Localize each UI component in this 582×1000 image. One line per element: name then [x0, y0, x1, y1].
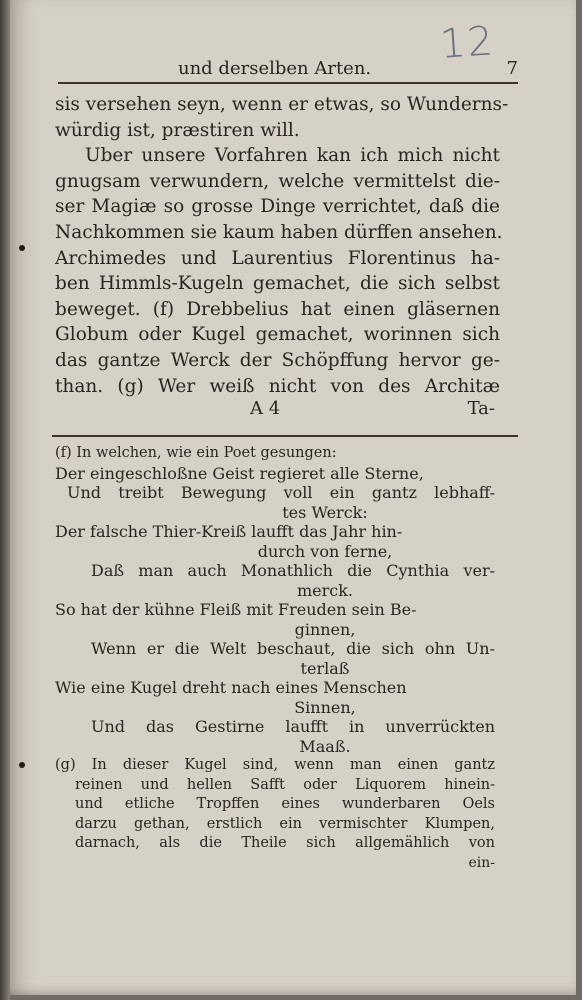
poem-line: Sinnen, — [294, 697, 356, 717]
footnote-line: reinen und hellen Safft oder Liquorem hinein- — [75, 776, 495, 793]
poem-line: durch von ferne, — [257, 541, 393, 561]
poem-line: Und treibt Bewegung voll ein gantz lebhaff- — [67, 483, 495, 502]
footnote-line: darnach, als die Theile sich allgemählich von — [75, 835, 495, 851]
poem-line: Wie eine Kugel dreht nach eines Menschen — [55, 678, 407, 697]
signature-line — [55, 398, 495, 419]
text-line: Archimedes und Laurentius Florentinus ha- — [55, 247, 500, 269]
footnotes — [55, 444, 495, 873]
poem-line: tes Werck: — [282, 502, 368, 522]
poem-line: terlaß — [300, 658, 350, 678]
text-line: Uber unsere Vorfahren kan ich mich nicht — [85, 145, 500, 167]
footnote-line: (f) In welchen, wie ein Poet gesungen: — [55, 445, 337, 461]
footnote-line: und etliche Tropffen eines wunderbaren Oels — [75, 796, 495, 812]
text-line: sis versehen seyn, wenn er etwas, so Wunderns- — [55, 94, 509, 115]
poem-line: Der eingeschloßne Geist regieret alle Sterne, — [55, 463, 424, 483]
poem-line: ginnen, — [294, 619, 356, 639]
text-line: gnugsam verwundern, welche vermittelst die- — [55, 170, 500, 192]
poem-line: Der falsche Thier-Kreiß laufft das Jahr hin- — [55, 522, 403, 541]
signature-mark: A 4 — [250, 398, 281, 419]
poem-line: Und das Gestirne laufft in unverrückten — [91, 717, 495, 736]
running-head — [58, 58, 518, 84]
text-line: Globum oder Kugel gemachet, worinnen sich — [55, 324, 500, 346]
text-line: das gantze Werck der Schöpffung hervor ge- — [55, 349, 500, 371]
book-spine — [0, 0, 10, 1000]
catchword: Ta- — [467, 398, 495, 419]
poem-line: Daß man auch Monathlich die Cynthia ver- — [91, 561, 495, 580]
poem-line: merck. — [296, 580, 354, 600]
handwritten-page-number: 12 — [438, 18, 497, 68]
poem-line: Wenn er die Welt beschaut, die sich ohn Un- — [91, 639, 495, 658]
footnote-rule — [52, 435, 518, 437]
footnote-line: darzu gethan, erstlich ein vermischter Klumpen, — [75, 815, 495, 832]
text-line: ben Himmls-Kugeln gemachet, die sich selbst — [55, 273, 500, 295]
text-line: Nachkommen sie kaum haben dürffen ansehen. — [55, 221, 503, 243]
text-line: beweget. (f) Drebbelius hat einen gläsernen — [55, 298, 500, 320]
text-line: than. (g) Wer weiß nicht von des Architæ — [55, 375, 500, 397]
footnote-catchword: ein- — [468, 854, 495, 871]
poem-line: Maaß. — [299, 736, 351, 756]
page-number: 7 — [506, 58, 518, 79]
running-head-title: und derselben Arten. — [178, 58, 372, 79]
text-line: ser Magiæ so grosse Dinge verrichtet, daß die — [55, 196, 500, 218]
footnote-line: (g) In dieser Kugel sind, wenn man einen gantz — [55, 757, 495, 773]
text-line: würdig ist, præstiren will. — [55, 119, 300, 141]
poem-line: So hat der kühne Fleiß mit Freuden sein Be- — [55, 600, 417, 619]
main-text — [55, 92, 509, 399]
